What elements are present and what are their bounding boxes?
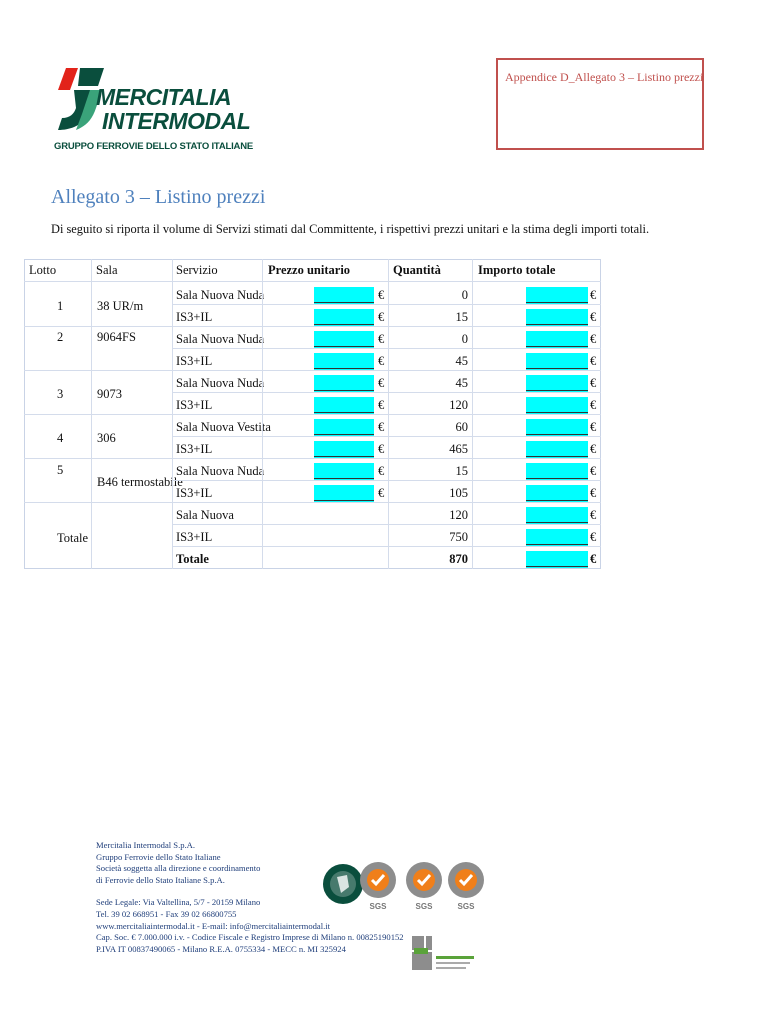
currency-symbol: €: [590, 310, 597, 324]
unit-price-input[interactable]: [314, 441, 374, 458]
lot-number: 4: [57, 431, 64, 445]
footer-line: di Ferrovie dello Stato Italiane S.p.A.: [96, 874, 225, 885]
document-title: Allegato 3 – Listino prezzi: [51, 186, 266, 208]
unit-price-input[interactable]: [314, 353, 374, 370]
quantity-value: 0: [461, 288, 468, 302]
unit-price-input[interactable]: [314, 287, 374, 304]
logo-text-intermodal: INTERMODAL: [102, 108, 251, 134]
total-amount-input[interactable]: [526, 485, 588, 502]
currency-symbol: €: [590, 442, 597, 456]
footer-line: Cap. Soc. € 7.000.000 i.v. - Codice Fiscale e Registro Imprese di Milano n. 00825190152: [96, 932, 404, 943]
currency-symbol: €: [590, 464, 597, 478]
quantity-value: 45: [455, 354, 468, 368]
table-col-divider: [172, 259, 173, 569]
total-amount-input[interactable]: [526, 529, 588, 546]
currency-symbol: €: [378, 464, 385, 478]
currency-symbol: €: [590, 398, 597, 412]
currency-symbol: €: [590, 420, 597, 434]
service-name: Sala Nuova Nuda: [176, 288, 265, 302]
lot-number: 3: [57, 387, 64, 401]
service-name: IS3+IL: [176, 486, 213, 500]
logo-group-text: GRUPPO FERROVIE DELLO STATO ITALIANE: [54, 141, 253, 152]
total-amount-input[interactable]: [526, 287, 588, 304]
total-amount-input[interactable]: [526, 309, 588, 326]
table-divider: [172, 524, 601, 525]
table-divider: [24, 370, 601, 371]
lot-number: 5: [57, 463, 64, 477]
table-divider: [172, 392, 601, 393]
unit-price-input[interactable]: [314, 419, 374, 436]
header-importo-totale: Importo totale: [478, 263, 556, 277]
footer-line: www.mercitaliaintermodal.it - E-mail: info@mercitaliaintermodal.it: [96, 920, 331, 931]
appendix-label: Appendice D_Allegato 3 – Listino prezzi: [505, 70, 704, 84]
total-amount-input[interactable]: [526, 397, 588, 414]
currency-symbol: €: [378, 354, 385, 368]
currency-symbol: €: [590, 332, 597, 346]
sgs-certification-icon: [404, 854, 444, 916]
table-divider: [172, 480, 601, 481]
sgs-text: SGS: [415, 902, 433, 911]
footer-line: Mercitalia Intermodal S.p.A.: [96, 840, 196, 850]
grand-total-input[interactable]: [526, 551, 588, 568]
lot-sala: 9064FS: [97, 330, 136, 344]
total-amount-input[interactable]: [526, 331, 588, 348]
intro-paragraph: Di seguito si riporta il volume di Servizi stimati dal Committente, i rispettivi prezzi unitari e la stima degli importi totali.: [51, 222, 650, 236]
environmental-cert-logo-icon: [410, 934, 476, 974]
header-prezzo-unitario: Prezzo unitario: [268, 263, 351, 277]
service-name: Sala Nuova Nuda: [176, 376, 265, 390]
footer-line: Tel. 39 02 668951 - Fax 39 02 66800755: [96, 908, 237, 919]
service-name: IS3+IL: [176, 530, 213, 544]
currency-symbol: €: [590, 288, 597, 302]
service-name: IS3+IL: [176, 442, 213, 456]
total-amount-input[interactable]: [526, 441, 588, 458]
service-name: Sala Nuova Vestita: [176, 420, 271, 434]
table-divider: [24, 414, 601, 415]
sgs-text: SGS: [457, 902, 475, 911]
quantity-value: 15: [455, 464, 468, 478]
total-amount-input[interactable]: [526, 419, 588, 436]
service-name: Sala Nuova: [176, 508, 234, 522]
table-col-divider: [472, 259, 473, 569]
currency-symbol: €: [378, 376, 385, 390]
unit-price-input[interactable]: [314, 397, 374, 414]
quantity-value: 120: [449, 398, 468, 412]
table-divider: [24, 326, 601, 327]
service-total-label: Totale: [176, 552, 209, 566]
currency-symbol: €: [378, 420, 385, 434]
quantity-value: 45: [455, 376, 468, 390]
table-divider: [172, 304, 601, 305]
table-col-divider: [388, 259, 389, 569]
quantity-value: 60: [455, 420, 468, 434]
currency-symbol: €: [590, 376, 597, 390]
lot-total-label: Totale: [57, 531, 89, 545]
quantity-value: 120: [449, 508, 468, 522]
table-divider: [24, 281, 601, 282]
currency-symbol: €: [590, 530, 597, 544]
quantity-value: 15: [455, 310, 468, 324]
currency-symbol: €: [378, 288, 385, 302]
currency-symbol: €: [378, 486, 385, 500]
currency-symbol: €: [590, 486, 597, 500]
service-name: IS3+IL: [176, 398, 213, 412]
currency-symbol: €: [590, 508, 597, 522]
unit-price-input[interactable]: [314, 375, 374, 392]
unit-price-input[interactable]: [314, 331, 374, 348]
table-divider: [172, 436, 601, 437]
sgs-certification-icon: [358, 854, 398, 916]
quantity-value: 465: [449, 442, 468, 456]
currency-symbol: €: [590, 354, 597, 368]
lot-sala: 306: [97, 431, 116, 445]
service-name: Sala Nuova Nuda: [176, 332, 265, 346]
lot-number: 1: [57, 299, 64, 313]
total-amount-input[interactable]: [526, 375, 588, 392]
lot-number: 2: [57, 330, 64, 344]
total-amount-input[interactable]: [526, 463, 588, 480]
quantity-value: 105: [449, 486, 468, 500]
lot-sala: 9073: [97, 387, 122, 401]
table-col-divider: [262, 259, 263, 569]
header-sala: Sala: [96, 263, 118, 277]
sgs-text: SGS: [369, 902, 387, 911]
unit-price-input[interactable]: [314, 485, 374, 502]
footer-line: P.IVA IT 00837490065 - Milano R.E.A. 0755334 - MECC n. MI 325924: [96, 943, 346, 954]
currency-symbol: €: [378, 442, 385, 456]
table-divider: [24, 502, 601, 503]
currency-symbol: €: [378, 332, 385, 346]
footer-line: Sede Legale: Via Valtellina, 5/7 - 20159 Milano: [96, 897, 261, 908]
unit-price-input[interactable]: [314, 309, 374, 326]
service-name: IS3+IL: [176, 310, 213, 324]
quantity-total: 870: [449, 552, 468, 566]
unit-price-input[interactable]: [314, 463, 374, 480]
header-servizio: Servizio: [176, 263, 218, 277]
lot-sala: 38 UR/m: [97, 299, 144, 313]
footer-line: Società soggetta alla direzione e coordinamento: [96, 863, 261, 874]
table-divider: [172, 348, 601, 349]
header-lotto: Lotto: [29, 263, 57, 277]
footer-line: Gruppo Ferrovie dello Stato Italiane: [96, 851, 221, 862]
logo-text-mercitalia: MERCITALIA: [96, 84, 232, 110]
table-col-divider: [91, 259, 92, 569]
table-divider: [172, 546, 601, 547]
quantity-value: 750: [449, 530, 468, 544]
quantity-value: 0: [461, 332, 468, 346]
currency-symbol: €: [590, 552, 597, 566]
service-name: IS3+IL: [176, 354, 213, 368]
total-amount-input[interactable]: [526, 507, 588, 524]
lot-sala: B46 termostabile: [97, 475, 183, 489]
table-divider: [24, 458, 601, 459]
total-amount-input[interactable]: [526, 353, 588, 370]
service-name: Sala Nuova Nuda: [176, 464, 265, 478]
sgs-certification-icon: [446, 854, 486, 916]
currency-symbol: €: [378, 398, 385, 412]
header-quantita: Quantità: [393, 263, 441, 277]
currency-symbol: €: [378, 310, 385, 324]
